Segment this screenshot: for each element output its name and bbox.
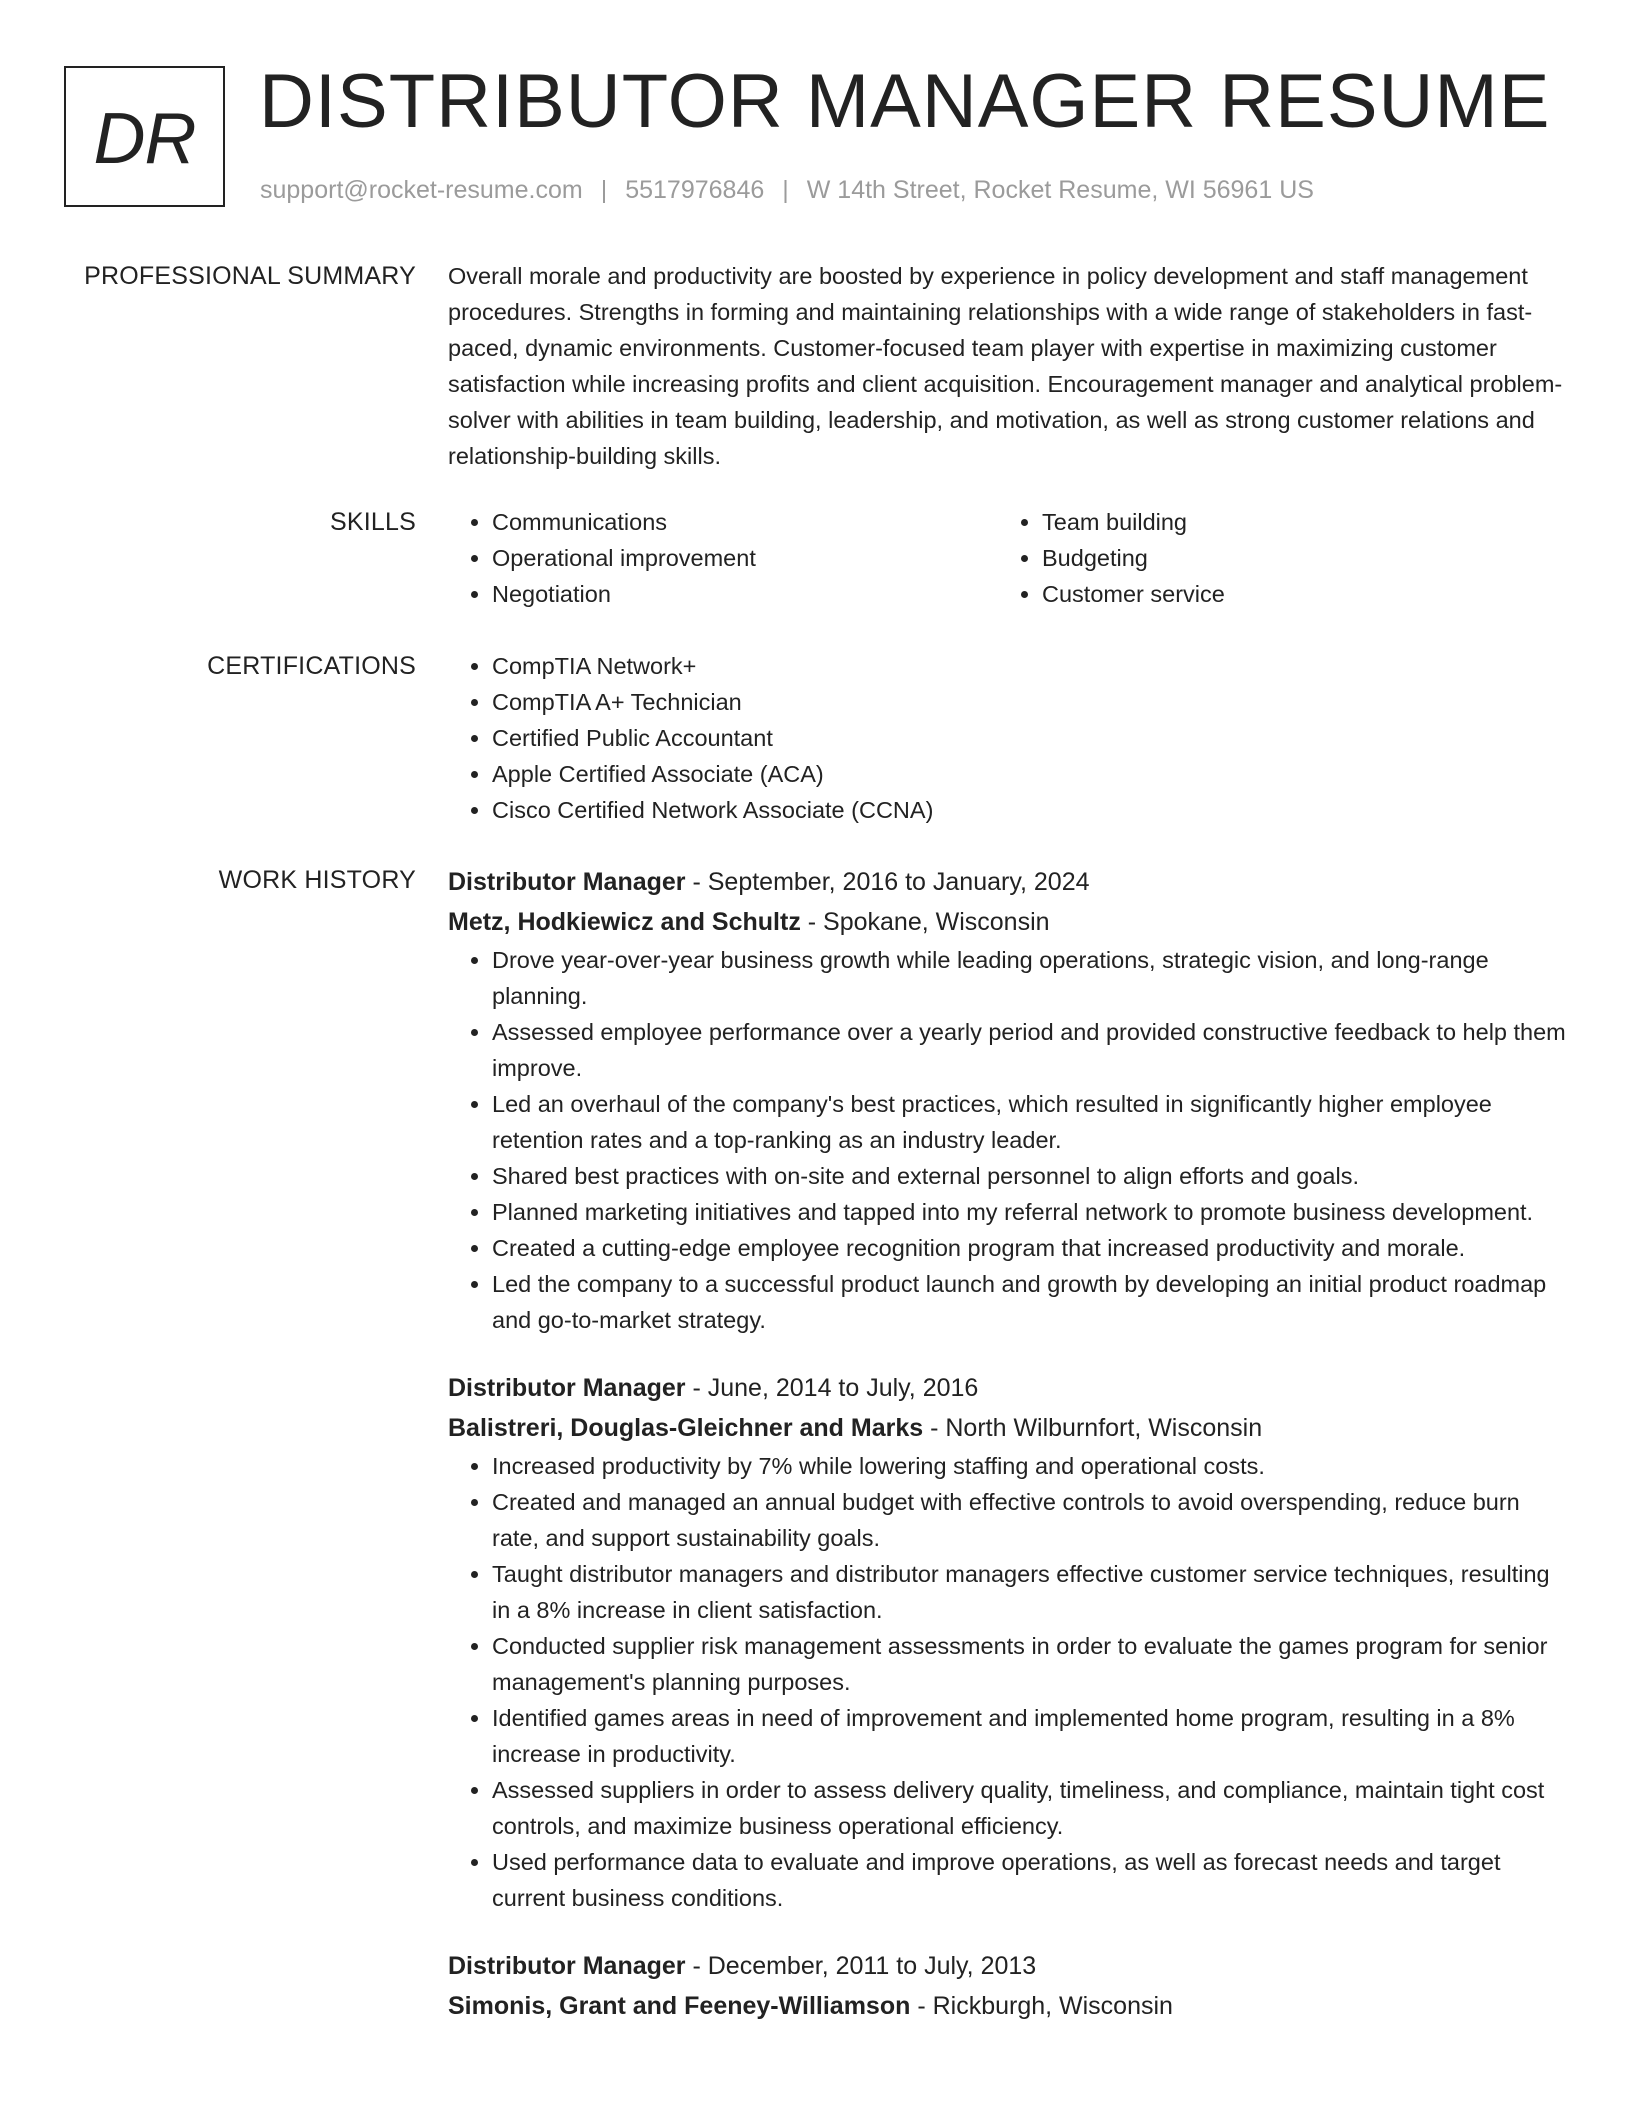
job-role-line [448, 1368, 1568, 1408]
skills-body [448, 504, 1568, 612]
skills-column-left [448, 504, 998, 612]
job-bullet: • Used performance data to evaluate and improve operations, as well as forecast needs and target current business conditions. [492, 1844, 1568, 1916]
section-label-work-history: WORK HISTORY [218, 866, 416, 894]
job-dates: - December, 2011 to July, 2013 [685, 1952, 1037, 1980]
skill-item: • Communications [492, 504, 998, 540]
section-label-certifications: CERTIFICATIONS [207, 652, 416, 680]
job-entry [448, 862, 1568, 1338]
skill-item: • Operational improvement [492, 540, 998, 576]
job-bullet: • Led the company to a successful product launch and growth by developing an initial product roadmap and go-to-market strategy. [492, 1266, 1568, 1338]
job-bullet: • Created a cutting-edge employee recognition program that increased productivity and morale. [492, 1230, 1568, 1266]
job-bullet: • Planned marketing initiatives and tapped into my referral network to promote business development. [492, 1194, 1568, 1230]
skills-column-right [998, 504, 1548, 612]
job-company-line [448, 902, 1568, 942]
contact-email[interactable]: support@rocket-resume.com [260, 176, 583, 204]
job-dates: - September, 2016 to January, 2024 [685, 868, 1090, 896]
job-location: - Rickburgh, Wisconsin [910, 1992, 1173, 2020]
certification-item: • Certified Public Accountant [492, 720, 1568, 756]
job-bullet: • Drove year-over-year business growth while leading operations, strategic vision, and long-range planning. [492, 942, 1568, 1014]
skill-item: • Customer service [1042, 576, 1548, 612]
job-role: Distributor Manager [448, 868, 686, 896]
section-label-skills: SKILLS [330, 508, 416, 536]
job-bullet-list [448, 1448, 1568, 1916]
skill-item: • Budgeting [1042, 540, 1548, 576]
job-entry [448, 1946, 1568, 2026]
job-bullet: • Conducted supplier risk management assessments in order to evaluate the games program for senior management's planning purposes. [492, 1628, 1568, 1700]
skills-grid [448, 504, 1568, 612]
job-dates: - June, 2014 to July, 2016 [685, 1374, 979, 1402]
job-entry [448, 1368, 1568, 1916]
job-bullet: • Increased productivity by 7% while lowering staffing and operational costs. [492, 1448, 1568, 1484]
summary-body [448, 258, 1568, 474]
work-history-body [448, 862, 1568, 2056]
certifications-body [448, 648, 1568, 828]
job-bullet: • Assessed suppliers in order to assess delivery quality, timeliness, and compliance, maintain tight cost controls, and maximize business operational efficiency. [492, 1772, 1568, 1844]
job-role-line [448, 1946, 1568, 1986]
skill-item: • Team building [1042, 504, 1548, 540]
job-bullet-list [448, 942, 1568, 1338]
job-bullet: • Taught distributor managers and distributor managers effective customer service techniques, resulting in a 8% increase in client satisfaction. [492, 1556, 1568, 1628]
contact-separator: | [782, 176, 789, 204]
initials: DR [93, 98, 196, 179]
job-company-line [448, 1986, 1568, 2026]
certification-item: • CompTIA A+ Technician [492, 684, 1568, 720]
job-role: Distributor Manager [448, 1952, 686, 1980]
job-bullet: • Assessed employee performance over a yearly period and provided constructive feedback to help them improve. [492, 1014, 1568, 1086]
job-role-line [448, 862, 1568, 902]
page-title: DISTRIBUTOR MANAGER RESUME [259, 59, 1551, 144]
certification-item: • Apple Certified Associate (ACA) [492, 756, 1568, 792]
job-company: Balistreri, Douglas-Gleichner and Marks [448, 1414, 924, 1442]
job-role: Distributor Manager [448, 1374, 686, 1402]
monogram-box [64, 66, 225, 207]
job-location: - Spokane, Wisconsin [800, 908, 1050, 936]
contact-phone[interactable]: 5517976846 [625, 176, 765, 204]
contact-line [260, 174, 1314, 207]
job-company: Metz, Hodkiewicz and Schultz [448, 908, 801, 936]
job-bullet: • Identified games areas in need of improvement and implemented home program, resulting in a 8% increase in productivity. [492, 1700, 1568, 1772]
contact-address: W 14th Street, Rocket Resume, WI 56961 US [806, 176, 1314, 204]
section-label-summary: PROFESSIONAL SUMMARY [84, 262, 416, 290]
job-company: Simonis, Grant and Feeney-Williamson [448, 1992, 911, 2020]
job-bullet: • Created and managed an annual budget with effective controls to avoid overspending, reduce burn rate, and support sustainability goals. [492, 1484, 1568, 1556]
job-location: - North Wilburnfort, Wisconsin [923, 1414, 1263, 1442]
summary-text: Overall morale and productivity are boosted by experience in policy development and staff management procedures. Strengths in forming and maintaining relationships with a wide range of stakeholders in fast-paced, dynamic environments. Customer-focused team player with expertise in maximizing customer satisfaction while increasing profits and client acquisition. Encouragement manager and analytical problem-solver with abilities in team building, leadership, and motivation, as well as strong customer relations and relationship-building skills. [448, 263, 1563, 469]
job-bullet: • Led an overhaul of the company's best practices, which resulted in significantly higher employee retention rates and a top-ranking as an industry leader. [492, 1086, 1568, 1158]
job-company-line [448, 1408, 1568, 1448]
certification-item: • CompTIA Network+ [492, 648, 1568, 684]
certification-item: • Cisco Certified Network Associate (CCNA) [492, 792, 1568, 828]
contact-separator: | [600, 176, 608, 204]
skill-item: • Negotiation [492, 576, 998, 612]
job-bullet: • Shared best practices with on-site and external personnel to align efforts and goals. [492, 1158, 1568, 1194]
